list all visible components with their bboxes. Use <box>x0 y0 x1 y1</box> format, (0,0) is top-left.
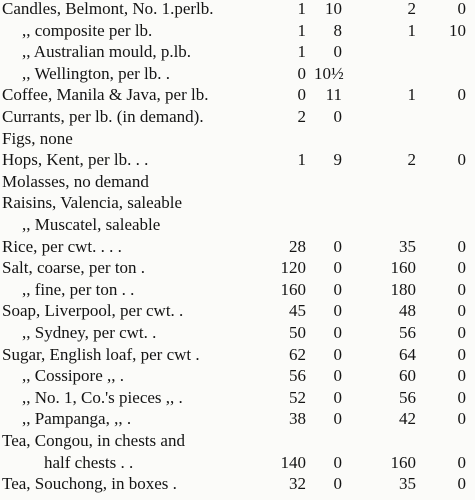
item-description: Soap, Liverpool, per cwt. . <box>2 301 184 321</box>
item-description: ,, Muscatel, saleable <box>22 215 161 234</box>
price-from-pence: 8 <box>333 20 342 40</box>
price-from-shillings: 28 <box>289 236 306 256</box>
price-from-shillings: 56 <box>289 366 306 386</box>
price-row <box>0 128 475 150</box>
item-description: ,, Australian mould, p.lb. <box>22 42 192 62</box>
price-row <box>0 149 475 171</box>
price-to-shillings: 2 <box>407 0 416 18</box>
price-to-shillings: 64 <box>399 344 416 364</box>
price-to-pence: 0 <box>457 474 466 494</box>
price-to-shillings: 48 <box>399 301 416 321</box>
item-description: half chests . . <box>44 452 134 472</box>
price-from-shillings: 62 <box>289 344 306 364</box>
price-to-shillings: 60 <box>399 366 416 386</box>
price-row <box>0 171 475 193</box>
item-description: Molasses, no demand <box>2 171 149 191</box>
item-description: Candles, Belmont, No. 1.perlb. <box>2 0 214 18</box>
item-description: Rice, per cwt. . . . <box>2 236 122 256</box>
price-from-pence: 0 <box>333 387 342 407</box>
price-to-pence: 0 <box>457 279 466 299</box>
item-description: ,, fine, per ton . . <box>22 279 135 299</box>
price-to-shillings: 35 <box>399 474 416 494</box>
price-from-pence: 11 <box>325 85 342 105</box>
price-from-pence: 0 <box>333 344 342 364</box>
price-to-pence: 0 <box>457 150 466 170</box>
price-from-shillings: 0 <box>297 63 306 83</box>
price-from-shillings: 45 <box>289 301 306 321</box>
price-row <box>0 452 475 474</box>
price-to-pence: 0 <box>457 409 466 429</box>
price-from-pence: 0 <box>333 323 342 342</box>
item-description: Raisins, Valencia, saleable <box>2 193 183 213</box>
price-row <box>0 214 475 236</box>
price-row <box>0 106 475 128</box>
price-row <box>0 0 475 20</box>
price-to-shillings: 1 <box>407 85 416 105</box>
price-from-pence: 10 <box>325 0 342 18</box>
price-row <box>0 408 475 430</box>
price-row <box>0 84 475 106</box>
item-description: Tea, Congou, in chests and <box>2 431 185 450</box>
price-to-shillings: 2 <box>407 150 416 170</box>
price-to-pence: 0 <box>457 387 466 407</box>
price-row <box>0 473 475 495</box>
price-row <box>0 192 475 214</box>
price-row <box>0 20 475 42</box>
price-row <box>0 322 475 344</box>
price-from-shillings: 1 <box>297 0 306 18</box>
item-description: ,, Sydney, per cwt. . <box>22 323 157 342</box>
item-description: Currants, per lb. (in demand). <box>2 107 204 126</box>
price-row <box>0 63 475 85</box>
item-description: Salt, coarse, per ton . <box>2 258 146 278</box>
price-to-shillings: 42 <box>399 409 416 429</box>
price-row <box>0 365 475 387</box>
price-to-shillings: 180 <box>390 279 416 299</box>
price-to-pence: 10 <box>449 20 466 40</box>
price-to-shillings: 35 <box>399 236 416 256</box>
price-from-shillings: 1 <box>297 150 306 170</box>
price-to-shillings: 56 <box>399 387 416 407</box>
price-from-shillings: 1 <box>297 42 306 62</box>
price-to-shillings: 160 <box>390 258 416 278</box>
item-description: ,, Cossipore ,, . <box>22 366 124 386</box>
price-from-shillings: 2 <box>297 107 306 126</box>
price-from-shillings: 0 <box>297 85 306 105</box>
item-description: ,, composite per lb. <box>22 20 153 40</box>
price-row <box>0 344 475 366</box>
price-row <box>0 387 475 409</box>
price-row <box>0 257 475 279</box>
price-row <box>0 41 475 63</box>
price-from-shillings: 52 <box>289 387 306 407</box>
price-from-pence: 0 <box>333 301 342 321</box>
price-row <box>0 300 475 322</box>
price-from-pence: 0 <box>333 258 342 278</box>
item-description: Hops, Kent, per lb. . . <box>2 150 149 170</box>
price-from-pence: 0 <box>333 366 342 386</box>
price-from-shillings: 140 <box>280 452 306 472</box>
price-to-pence: 0 <box>457 344 466 364</box>
price-row <box>0 236 475 258</box>
item-description: Tea, Souchong, in boxes . <box>2 474 177 494</box>
price-from-pence: 0 <box>333 42 342 62</box>
price-from-pence: 0 <box>333 452 342 472</box>
item-description: Sugar, English loaf, per cwt . <box>2 344 200 364</box>
price-to-pence: 0 <box>457 236 466 256</box>
item-description: Figs, none <box>2 128 73 148</box>
price-to-pence: 0 <box>457 452 466 472</box>
price-to-shillings: 1 <box>407 20 416 40</box>
price-to-shillings: 160 <box>390 452 416 472</box>
price-from-shillings: 38 <box>289 409 306 429</box>
price-from-shillings: 32 <box>289 474 306 494</box>
price-to-pence: 0 <box>457 0 466 18</box>
item-description: ,, Pampanga, ,, . <box>22 409 132 429</box>
price-to-pence: 0 <box>457 85 466 105</box>
price-from-pence: 10½ <box>314 63 344 83</box>
price-row <box>0 279 475 301</box>
price-from-shillings: 120 <box>280 258 306 278</box>
price-from-pence: 0 <box>333 409 342 429</box>
item-description: ,, No. 1, Co.'s pieces ,, . <box>22 387 183 407</box>
price-row <box>0 430 475 452</box>
price-from-shillings: 160 <box>280 279 306 299</box>
item-description: ,, Wellington, per lb. . <box>22 63 170 83</box>
price-from-pence: 0 <box>333 236 342 256</box>
price-to-pence: 0 <box>457 258 466 278</box>
price-to-pence: 0 <box>457 301 466 321</box>
price-to-pence: 0 <box>457 366 466 386</box>
price-from-pence: 0 <box>333 107 342 126</box>
price-to-pence: 0 <box>457 323 466 342</box>
price-from-shillings: 50 <box>289 323 306 342</box>
price-to-shillings: 56 <box>399 323 416 342</box>
price-from-pence: 9 <box>333 150 342 170</box>
item-description: Coffee, Manila & Java, per lb. <box>2 85 209 105</box>
price-from-pence: 0 <box>333 279 342 299</box>
price-from-shillings: 1 <box>297 20 306 40</box>
price-from-pence: 0 <box>333 474 342 494</box>
